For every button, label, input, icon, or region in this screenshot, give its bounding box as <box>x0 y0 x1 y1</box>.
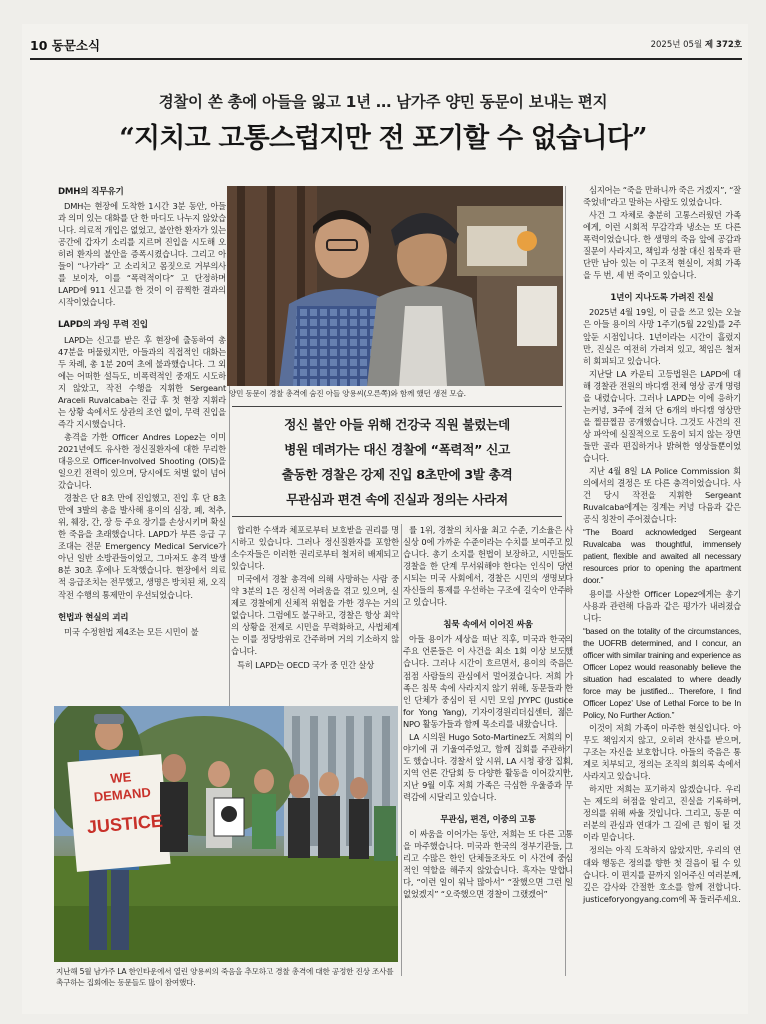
photo-rally <box>54 706 398 962</box>
pull-quote-rule-bottom <box>232 516 562 517</box>
paragraph: 사건 그 자체로 충분히 고통스러웠던 가족에게, 이런 시회적 무감각과 냉소는 또 다른 폭력이었습니다. 한 생명의 죽음 앞에 공감과 질문이 사라지고, 책임과 성찰 대신 침묵과 판단만 남아 있는 이 구조적 현실이, 저희 가족을 두 번, 세 번 죽이고 있습니다. <box>583 210 741 281</box>
quoted-statement: “The Board acknowledged Sergeant Ruvalcaba was thoughtful, immensely patient, flexible and awaited all necessary resources prior to opening the apartment door.” <box>583 527 741 586</box>
pull-quote-rule-top <box>232 406 562 407</box>
subhead: DMH의 직무유기 <box>58 187 124 197</box>
paragraph: DMH는 현장에 도착한 1시간 3분 동안, 아들과 의미 있는 대화를 단 한 마디도 나누지 않았습니다. 의료적 개입은 없었고, 불안한 환자가 있는 공간에 갑자기 소리를 지르며 진입을 시도해 오히려 환자의 불안을 증폭시켰습니다. 그리고 아들이 “나가라” 고 소리치고 몸짓으로 거부의사를 보이자, 이를 “폭력적이다” 고 단정하며 LAPD에 911 신고를 한 것이 이 끔찍한 결과의 시작이었습니다. <box>58 201 226 308</box>
paragraph: 지난달 LA 카운티 고등법원은 LAPD에 대해 경찰관 전원의 바디캠 전체 영상 공개 명령을 내렸습니다. 그러나 LAPD는 이에 응하기는커녕, 3주에 걸쳐 단 6개의 바디캠 영상만을 찔끔찔끔 공개했습니다. 그것도 사건의 진상 파악에 실질적으로 도움이 되지 않는 장면들만 골라 편집하거나 밝혀한 영상들뿐이었습니다. <box>583 368 741 463</box>
pull-quote-line: 정신 불안 아들 위해 건강국 직원 불렀는데 <box>284 417 510 432</box>
photo-caption: 지난해 5월 남가주 LA 한인타운에서 열린 양용씨의 죽음을 추모하고 경찰 총격에 대한 공정한 진상 조사를 촉구하는 집회에는 동문들도 많이 참여했다. <box>56 967 394 987</box>
subhead: 헌법과 현실의 괴리 <box>58 612 129 623</box>
protest-sign-line: DEMAND <box>93 784 152 805</box>
issue-date: 2025년 05월 <box>650 40 703 50</box>
issue-info <box>651 38 742 50</box>
pull-quote-line: 병원 데려가는 대신 경찰에 “폭력적” 신고 <box>284 442 510 457</box>
photo-father-and-son <box>227 186 563 386</box>
paragraph: 총격을 가한 Officer Andres Lopez는 이미 2021년에도 유사한 정신질환자에 대한 무리한 대응으로 Officer-Involved Shooting (OIS)을 일으킨 전력이 있으며, 당시에도 처벌 없이 넘어갔습니다. <box>58 431 226 491</box>
pull-quote-line: 무관심과 편견 속에 진실과 정의는 사라져 <box>286 492 508 507</box>
issue-number: 제 372호 <box>704 40 742 50</box>
subhead: 침묵 속에서 이어진 싸움 <box>443 620 533 631</box>
subhead: 무관심, 편견, 이중의 고통 <box>440 815 536 826</box>
paragraph: 미국에서 경찰 총격에 의해 사망하는 사람 중 약 3분의 1은 정신적 어려움을 겪고 있으며, 실제로 경찰에게 신체적 위협을 가한 경우는 거의 없습니다. 그럼에도 불구하고, 경찰은 항상 최악의 상황을 전제로 시민을 무력화하고, 사법체계는 이를 정당방위로 간주하며 거의 기소하지 않습니다. <box>231 574 399 657</box>
paragraph: 용이를 사살한 Officer Lopez에게는 총기 사용과 관련해 다음과 같은 평가가 내려졌습니다: <box>583 588 741 623</box>
protest-sign <box>74 758 175 870</box>
column-divider <box>401 524 402 976</box>
paragraph: 미국 수정헌법 제4조는 모든 시민이 불 <box>64 626 199 637</box>
paragraph: 아들 용이가 세상을 떠난 직후, 미국과 한국의 주요 언론들은 이 사건을 최소 1회 이상 보도했습니다. 그러나 시간이 흐르면서, 용이의 죽음은 점점 사람들의 관심에서 멀어졌습니다. 저희 가족은 침묵 속에 사라지지 않기 위해, 동문들과 한인 단체가 중심이 된 시민 모임 JYYPC (Justice for Yong Yang), 기자이경원리더십센터, 젊은 NPO 활동가들과 함께 목소리를 내왔습니다. <box>403 634 573 729</box>
photo-caption: 양민 동문이 경찰 총격에 숨진 아들 양용씨(오른쪽)와 함께 했던 생전 모습. <box>229 389 466 398</box>
paragraph: 이 싸움을 이어가는 동안, 저희는 또 다른 고통을 마주했습니다. 미국과 한국의 정부기관들, 그리고 수많은 한인 단체들조차도 이 사건에 중심적인 역할을 해주지 않았습니다. 흑자는 말합니다, “이런 일이 워낙 많아서” “잘했으면 그런 일 없었겠지” “오죽했으면 경찰이 그랬겠어” <box>403 829 573 900</box>
article-column-1 <box>58 186 226 639</box>
paragraph: 심지어는 “죽을 만하니까 죽은 거겠지”, “잘 죽었네”라고 말하는 사람도 있었습니다. <box>583 185 741 208</box>
section-title: 10 동문소식 <box>30 38 101 53</box>
photo-father-and-son-image <box>227 186 563 386</box>
header-rule <box>30 58 742 60</box>
subhead: LAPD의 과잉 무력 진입 <box>58 320 148 331</box>
paragraph: 정의는 아직 도착하지 않았지만, 우리의 연대와 행동은 정의를 향한 첫 걸음이 될 수 있습니다. 이 편지를 끝까지 읽어주신 여러분께, 깊은 감사와 간절한 호소를 함께 전합니다. justiceforyongyang.com에 꼭 들러주세요. <box>583 845 741 904</box>
paragraph: 이것이 저희 가족이 마주한 현실입니다. 아무도 책임지지 않고, 오히려 찬사를 받으며, 구조는 자신을 보호합니다. 아들의 죽음은 통계로 치부되고, 정의는 조직의 회의록 속에서 사라지고 있습니다. <box>583 723 741 782</box>
paragraph: 합리한 수색과 체포로부터 보호받을 권리를 명시하고 있습니다. 그러나 정신질환자를 포함한 소수자들은 이러한 권리로부터 철저히 배제되고 있습니다. <box>231 525 399 572</box>
paragraph: 하지만 저희는 포기하지 않겠습니다. 우리는 제도의 허점을 알리고, 진실을 기록하며, 정의를 위해 싸울 것입니다. 그리고, 동문 여러분의 관심과 연대가 그 길에 큰 힘이 될 것이라 믿습니다. <box>583 784 741 843</box>
paragraph: LA 시의원 Hugo Soto-Martinez도 저희의 이야기에 귀 기울여주었고, 함께 집회를 주관하기도 했습니다. 경찰서 앞 시위, LA 시청 광장 집회, 지역 언론 간담회 등 다양한 활동을 이어갔지만, 지난 9월 이후 저희 가족은 극심한 우울증과 무력감에 시달리고 있습니다. <box>403 731 573 802</box>
subhead: 1년이 지나도록 가려진 진실 <box>610 293 714 304</box>
paragraph: 2025년 4월 19일, 이 글을 쓰고 있는 오늘은 아들 용이의 사망 1주기(5월 22일)를 2주 앞둔 시점입니다. 1년이라는 시간이 흘렀지만, 진실은 여전히 가려져 있고, 책임은 철저히 회피되고 있습니다. <box>583 307 741 366</box>
paragraph: 률 1위, 경찰의 치사율 최고 수준, 기소율은 사실상 0에 가까운 수준이라는 수치를 보여주고 있습니다. 총기 소지를 헌법이 보장하고, 시민들도 경찰을 한 단계 무서워해야 한다는 인식이 당연시되는 미국 사회에서, 경찰은 시민의 생명보다 자신들의 통제를 우선하는 구조에 길숙이 안주하고 있습니다. <box>403 525 573 608</box>
protest-sign-line: WE <box>109 769 132 787</box>
article-column-3 <box>583 184 741 906</box>
quoted-statement: “based on the totality of the circumstances, the UOFRB determined, and I concur, an officer with similar training and experience as Officer Lopez would reasonably believe the situation had escalated to where deadly force may be justified... Therefore, I find Officer Lopez’ Use of Lethal Force to be In Policy, No Further Action.” <box>583 625 741 720</box>
pull-quote-block <box>232 412 562 512</box>
paragraph: 지난 4월 8일 LA Police Commission 회의에서의 결정은 또 다른 충격이었습니다. 사건 당시 작전을 지휘한 Sergeant Ruvalcaba에게는 징계는 커녕 다음과 같은 공식 칭찬이 주어졌습니다: <box>583 466 741 525</box>
page-header <box>30 36 742 56</box>
paragraph: 특히 LAPD는 OECD 국가 중 민간 살상 <box>237 659 375 670</box>
paragraph: 경찰은 단 8초 만에 진입했고, 진입 후 단 8초 만에 3발의 총을 발사해 용이의 심장, 폐, 척추, 위, 췌장, 간, 장 등 주요 장기를 손상시키며 확실한 죽음을 초래했습니다. LAPD가 부른 응급 구조대는 전문 Emergency Medical Service가 아닌 일반 소방관들이었고, 그마저도 총격 발생 8분 30초 후에나 도착했습니다. 현장에서 의료적 응급조치는 전무했고, 생명은 방치된 채, 오직 작전 수행의 통제만이 우선되었습니다. <box>58 493 226 600</box>
article-column-2a <box>231 524 399 672</box>
article-column-2b <box>403 524 573 901</box>
paragraph: LAPD는 신고를 받은 후 현장에 출동하여 총 47분을 머물렀지만, 아들과의 직접적인 대화는 두 차례, 총 1분 20여 초에 불과했습니다. 그 외에는 어떠한 설득도, 비폭력적인 중재도 시도하지 않았고, 작전 수행을 지휘한 Sergeant Araceli Ruvalcaba는 진급 후 첫 현장 지휘라는 상황 속에서도 상관의 조언 없이, 무력 진입을 즉각 지시했습니다. <box>58 334 226 429</box>
protest-sign-line: JUSTICE <box>86 810 164 838</box>
main-headline: “지치고 고통스럽지만 전 포기할 수 없습니다” <box>119 123 647 154</box>
kicker-headline: 경찰이 쏜 총에 아들을 잃고 1년 … 남가주 양민 동문이 보내는 편지 <box>158 93 608 111</box>
pull-quote-line: 출동한 경찰은 강제 진입 8초만에 3발 총격 <box>281 467 513 482</box>
